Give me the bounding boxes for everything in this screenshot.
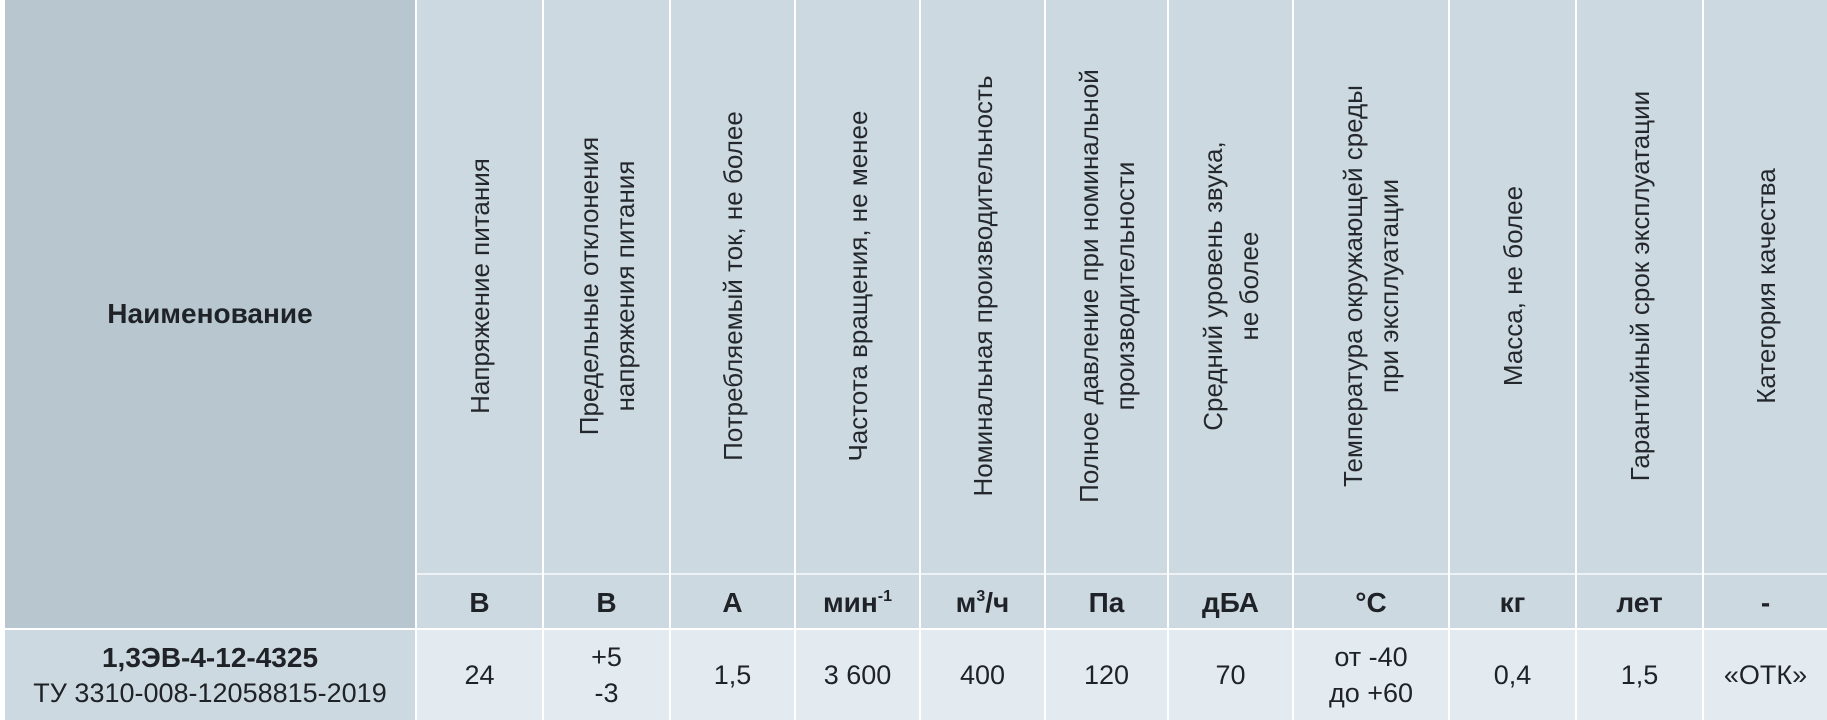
value-sound-level: 70 <box>1169 630 1292 720</box>
col-warranty <box>1577 0 1702 628</box>
value-voltage-deviation: +5 -3 <box>544 630 669 720</box>
unit-current: А <box>671 573 794 630</box>
unit-warranty: лет <box>1577 573 1702 630</box>
col-current <box>671 0 794 628</box>
col-mass <box>1450 0 1575 628</box>
header-warranty: Гарантийный срок эксплуатации <box>1624 90 1655 482</box>
unit-quality: - <box>1704 573 1827 630</box>
unit-performance: м $^3$ /ч <box>921 573 1044 630</box>
header-current: Потребляемый ток, не более <box>717 111 748 461</box>
header-performance: Номинальная производительность <box>967 75 998 497</box>
col-sound-level <box>1169 0 1292 628</box>
header-quality: Категория качества <box>1750 168 1781 404</box>
product-tu: ТУ 3310-008-12058815-2019 <box>33 678 387 708</box>
value-rotation-speed: 3 600 <box>796 630 919 720</box>
unit-sound-level: дБА <box>1169 573 1292 630</box>
product-model: 1,3ЭВ-4-12-4325 <box>101 642 319 673</box>
header-mass: Масса, не более <box>1497 185 1528 387</box>
header-rotation-speed: Частота вращения, не менее <box>842 110 873 462</box>
unit-mass: кг <box>1450 573 1575 630</box>
value-temperature: от -40 до +60 <box>1294 630 1448 720</box>
col-voltage <box>417 0 542 628</box>
value-current: 1,5 <box>671 630 794 720</box>
header-voltage-deviation: Предельные отклонения напряжения питания <box>573 136 640 436</box>
col-rotation-speed <box>796 0 919 628</box>
unit-pressure: Па <box>1046 573 1167 630</box>
unit-voltage-deviation: В <box>544 573 669 630</box>
value-quality: «ОТК» <box>1704 630 1827 720</box>
value-voltage: 24 <box>417 630 542 720</box>
value-performance: 400 <box>921 630 1044 720</box>
unit-rotation-speed: мин $^{-1}$ <box>796 573 919 630</box>
spec-table <box>5 0 1827 720</box>
header-pressure: Полное давление при номинальной производительности <box>1073 69 1140 503</box>
product-name-cell <box>5 630 415 720</box>
col-pressure <box>1046 0 1167 628</box>
col-performance <box>921 0 1044 628</box>
unit-voltage: В <box>417 573 542 630</box>
header-temperature: Температура окружающей среды при эксплуатации <box>1338 85 1404 487</box>
unit-temperature: °С <box>1294 573 1448 630</box>
value-pressure: 120 <box>1046 630 1167 720</box>
name-header: Наименование <box>5 0 415 628</box>
value-warranty: 1,5 <box>1577 630 1702 720</box>
header-voltage: Напряжение питания <box>464 158 495 414</box>
col-temperature <box>1294 0 1448 628</box>
col-quality <box>1704 0 1827 628</box>
col-voltage-deviation <box>544 0 669 628</box>
value-mass: 0,4 <box>1450 630 1575 720</box>
header-sound-level: Средний уровень звука, не более <box>1197 141 1264 431</box>
